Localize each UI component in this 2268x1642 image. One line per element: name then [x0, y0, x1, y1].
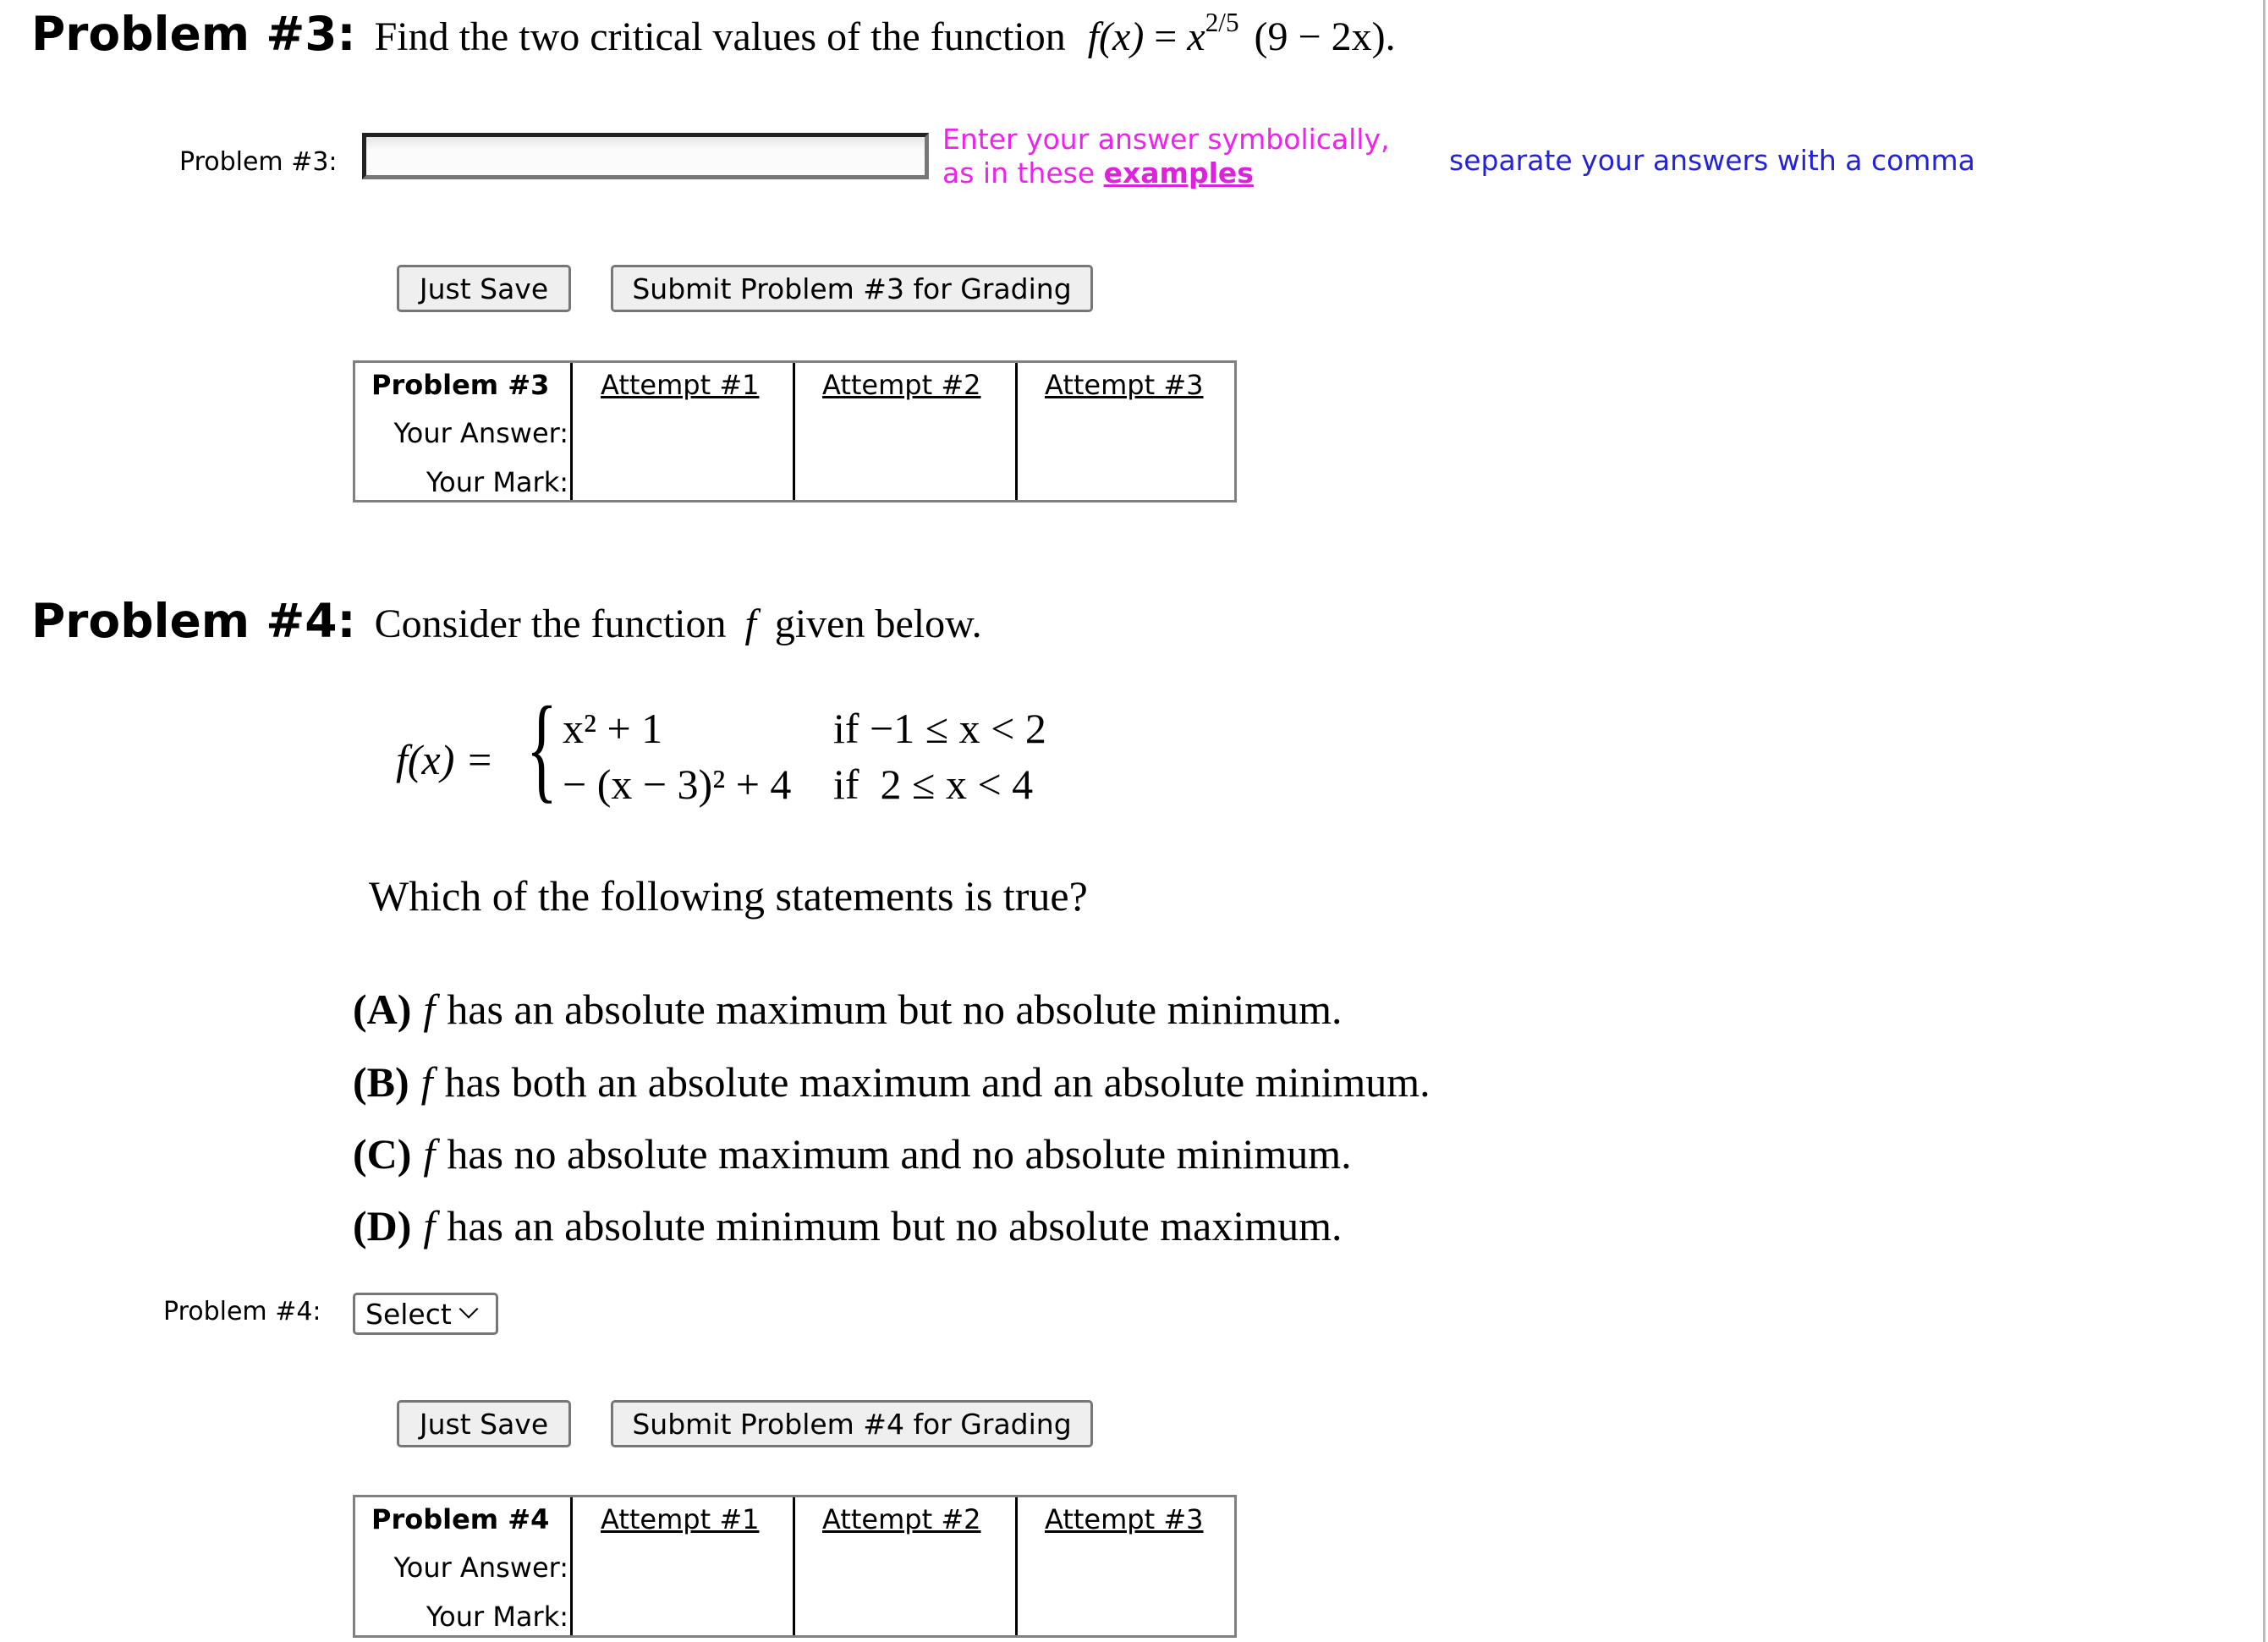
problem-4-statement: Consider the function f given below. [374, 601, 982, 646]
problem-3-answer-input[interactable] [362, 133, 929, 179]
problem-3-answer-label: Problem #3: [179, 147, 338, 177]
your-mark-label: Your Mark: [426, 1601, 568, 1633]
select-value: Select [365, 1297, 452, 1331]
case-2-condition: if 2 ≤ x < 4 [833, 761, 1034, 808]
left-brace: { [526, 683, 557, 814]
table-divider [793, 363, 795, 500]
problem-4-attempts-table [353, 1495, 1237, 1638]
problem-3-header [31, 7, 1396, 61]
piecewise-lhs: f(x) = [396, 736, 494, 783]
separator-hint: separate your answers with a comma [1449, 144, 1975, 177]
case-1-condition: if −1 ≤ x < 2 [833, 705, 1046, 752]
choice-b: (B) f has both an absolute maximum and an absolute minimum. [353, 1058, 1431, 1106]
case-2-expr: − (x − 3)² + 4 [563, 761, 792, 808]
answer-format-hint: Enter your answer symbolically, as in these examples [942, 123, 1390, 189]
problem-4-just-save-button[interactable]: Just Save [397, 1400, 571, 1447]
problem-3-attempts-table [353, 360, 1237, 502]
problem-3-statement: Find the two critical values of the function $f(x) = x^{2/5}$ (9 − 2x). [374, 8, 1396, 59]
problem-4-answer-label: Problem #4: [163, 1297, 321, 1326]
chevron-down-icon [459, 1299, 478, 1319]
problem-3-formula: $f(x) = x^{2/5}$ (9 − 2x). [1087, 8, 1396, 59]
problem-3-attempt-1-link[interactable]: Attempt #1 [601, 369, 760, 401]
problem-4-header [31, 594, 982, 648]
problem-3-submit-button[interactable]: Submit Problem #3 for Grading [611, 265, 1093, 312]
problem-4-submit-button[interactable]: Submit Problem #4 for Grading [611, 1400, 1093, 1447]
problem-4-answer-select[interactable] [353, 1293, 498, 1335]
case-1-expr: x² + 1 [563, 705, 663, 752]
table-divider [570, 1497, 573, 1635]
your-answer-label: Your Answer: [393, 417, 568, 449]
choice-c: (C) f has no absolute maximum and no absolute minimum. [353, 1130, 1352, 1178]
problem-4-attempt-3-link[interactable]: Attempt #3 [1045, 1503, 1204, 1535]
your-mark-label: Your Mark: [426, 466, 568, 498]
choice-a: (A) f has an absolute maximum but no absolute minimum. [353, 986, 1343, 1033]
table-divider [1015, 363, 1018, 500]
problem-3-number: Problem #3: [31, 7, 356, 61]
problem-3-attempt-2-link[interactable]: Attempt #2 [822, 369, 981, 401]
table-divider [1015, 1497, 1018, 1635]
problem-3-attempt-3-link[interactable]: Attempt #3 [1045, 369, 1204, 401]
examples-link[interactable]: examples [1103, 157, 1254, 189]
problem-4-attempt-2-link[interactable]: Attempt #2 [822, 1503, 981, 1535]
problem-3-table-title: Problem #3 [371, 369, 550, 401]
problem-4-table-title: Problem #4 [371, 1503, 550, 1535]
page-scrollbar-edge [2263, 0, 2265, 1642]
problem-4-number: Problem #4: [31, 594, 356, 648]
problem-4-question: Which of the following statements is true? [369, 872, 1088, 920]
problem-4-attempt-1-link[interactable]: Attempt #1 [601, 1503, 760, 1535]
choice-d: (D) f has an absolute minimum but no absolute maximum. [353, 1202, 1343, 1249]
problem-3-just-save-button[interactable]: Just Save [397, 265, 571, 312]
table-divider [570, 363, 573, 500]
your-answer-label: Your Answer: [393, 1551, 568, 1584]
table-divider [793, 1497, 795, 1635]
